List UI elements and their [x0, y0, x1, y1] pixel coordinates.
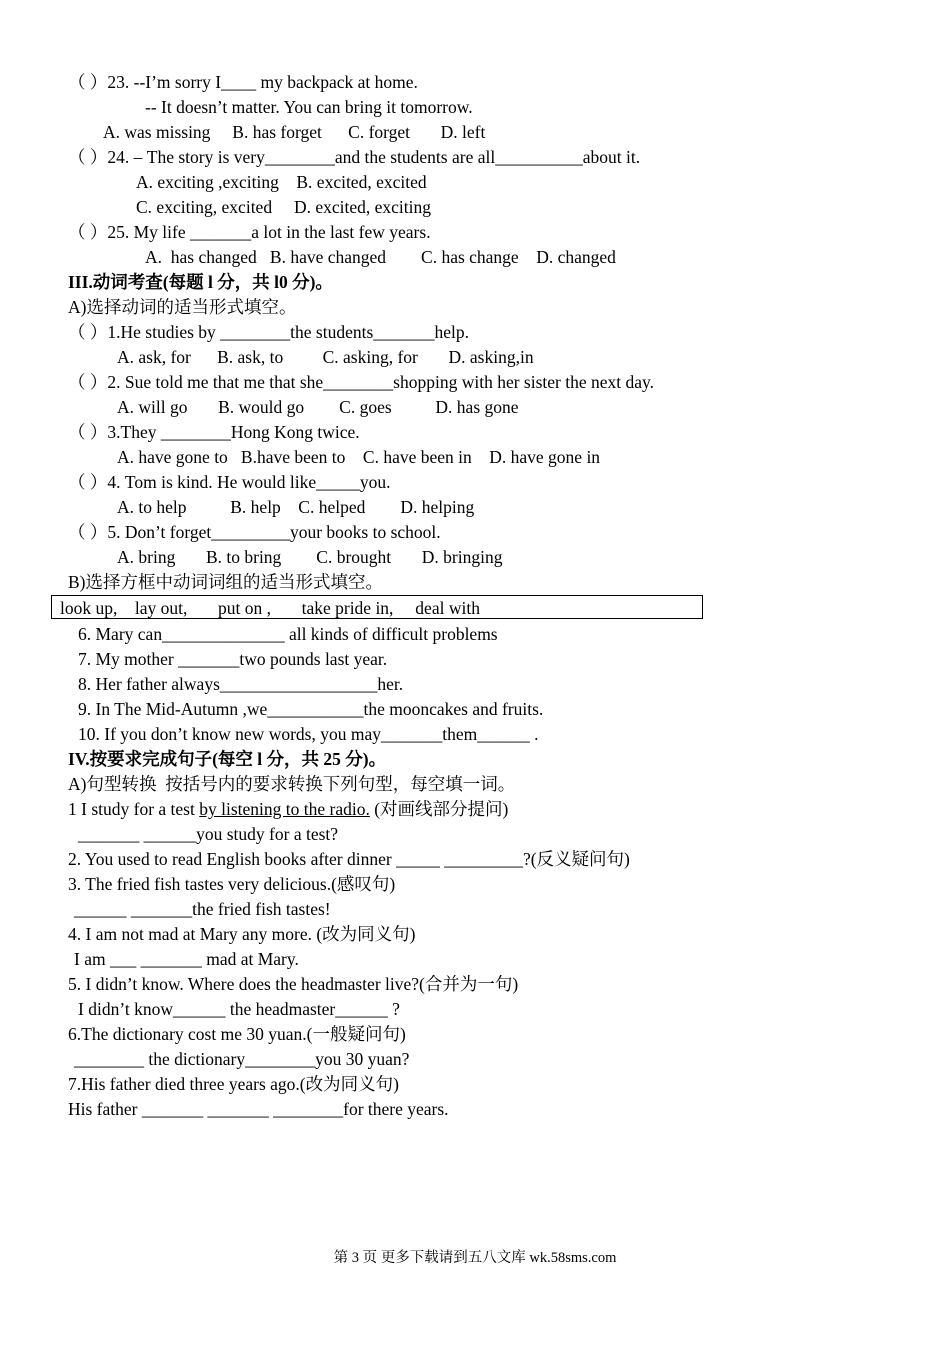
question-24: （ ）24. – The story is very________and the students are all__________about it. [68, 147, 641, 167]
question-4-7: 7.His father died three years ago.(改为同义句) [68, 1074, 399, 1094]
underlined-phrase: by listening to the radio. [199, 799, 370, 819]
question-3-1-options: A. ask, for B. ask, to C. asking, for D. asking,in [117, 347, 534, 367]
question-3-10: 10. If you don’t know new words, you may_______them______ . [78, 724, 539, 744]
question-4-5: 5. I didn’t know. Where does the headmaster live?(合并为一句) [68, 974, 519, 994]
question-3-5-options: A. bring B. to bring C. brought D. bringing [117, 547, 503, 567]
question-23-dialogue: -- It doesn’t matter. You can bring it tomorrow. [145, 97, 473, 117]
question-3-2-options: A. will go B. would go C. goes D. has gone [117, 397, 519, 417]
question-3-3-options: A. have gone to B.have been to C. have been in D. have gone in [117, 447, 601, 467]
answer-line-4-6: ________ the dictionary________you 30 yuan? [74, 1049, 410, 1069]
answer-line-4-3: ______ _______the fried fish tastes! [74, 899, 331, 919]
question-23: （ ）23. --I’m sorry I____ my backpack at home. [68, 72, 418, 92]
phrase-box-text: look up, lay out, put on , take pride in, deal with [60, 598, 480, 618]
question-3-7: 7. My mother _______two pounds last year. [78, 649, 388, 669]
section-4-heading: IV.按要求完成句子(每空 l 分，共 25 分)。 [68, 749, 387, 769]
question-25: （ ）25. My life _______a lot in the last few years. [68, 222, 431, 242]
section-3a-instruction: A)选择动词的适当形式填空。 [68, 297, 297, 317]
question-3-6: 6. Mary can______________ all kinds of difficult problems [78, 624, 498, 644]
question-4-1 [68, 798, 508, 820]
question-4-2: 2. You used to read English books after dinner _____ _________?(反义疑问句) [68, 849, 630, 869]
question-24-options-2: C. exciting, excited D. excited, exciting [136, 197, 431, 217]
answer-line-4-1: _______ ______you study for a test? [78, 824, 339, 844]
question-23-options: A. was missing B. has forget C. forget D. left [103, 122, 486, 142]
question-3-2: （ ）2. Sue told me that me that she________shopping with her sister the next day. [68, 372, 655, 392]
answer-line-4-4: I am ___ _______ mad at Mary. [74, 949, 299, 969]
section-4a-instruction: A)句型转换 按括号内的要求转换下列句型，每空填一词。 [68, 774, 516, 794]
answer-line-4-5: I didn’t know______ the headmaster______ ? [78, 999, 400, 1019]
question-3-4-options: A. to help B. help C. helped D. helping [117, 497, 475, 517]
page-footer: 第 3 页 更多下载请到五八文库 wk.58sms.com [333, 1250, 617, 1266]
section-3-heading: III.动词考查(每题 l 分，共 l0 分)。 [68, 272, 333, 292]
question-3-5: （ ）5. Don’t forget_________your books to school. [68, 522, 441, 542]
question-4-3: 3. The fried fish tastes very delicious.(感叹句) [68, 874, 396, 894]
question-4-1-instruction: (对画线部分提问) [369, 799, 509, 819]
question-3-8: 8. Her father always__________________her. [78, 674, 404, 694]
section-3b-instruction: B)选择方框中动词词组的适当形式填空。 [68, 572, 383, 592]
question-3-1: （ ）1.He studies by ________the students_______help. [68, 322, 470, 342]
question-3-9: 9. In The Mid-Autumn ,we___________the mooncakes and fruits. [78, 699, 544, 719]
question-25-options: A. has changed B. have changed C. has change D. changed [145, 247, 616, 267]
question-4-4: 4. I am not mad at Mary any more. (改为同义句) [68, 924, 416, 944]
question-4-6: 6.The dictionary cost me 30 yuan.(一般疑问句) [68, 1024, 406, 1044]
answer-line-4-7: His father _______ _______ ________for there years. [68, 1099, 449, 1119]
question-24-options-1: A. exciting ,exciting B. excited, excited [136, 172, 427, 192]
question-3-4: （ ）4. Tom is kind. He would like_____you. [68, 472, 391, 492]
question-3-3: （ ）3.They ________Hong Kong twice. [68, 422, 360, 442]
question-4-1-text: 1 I study for a test [68, 799, 200, 819]
